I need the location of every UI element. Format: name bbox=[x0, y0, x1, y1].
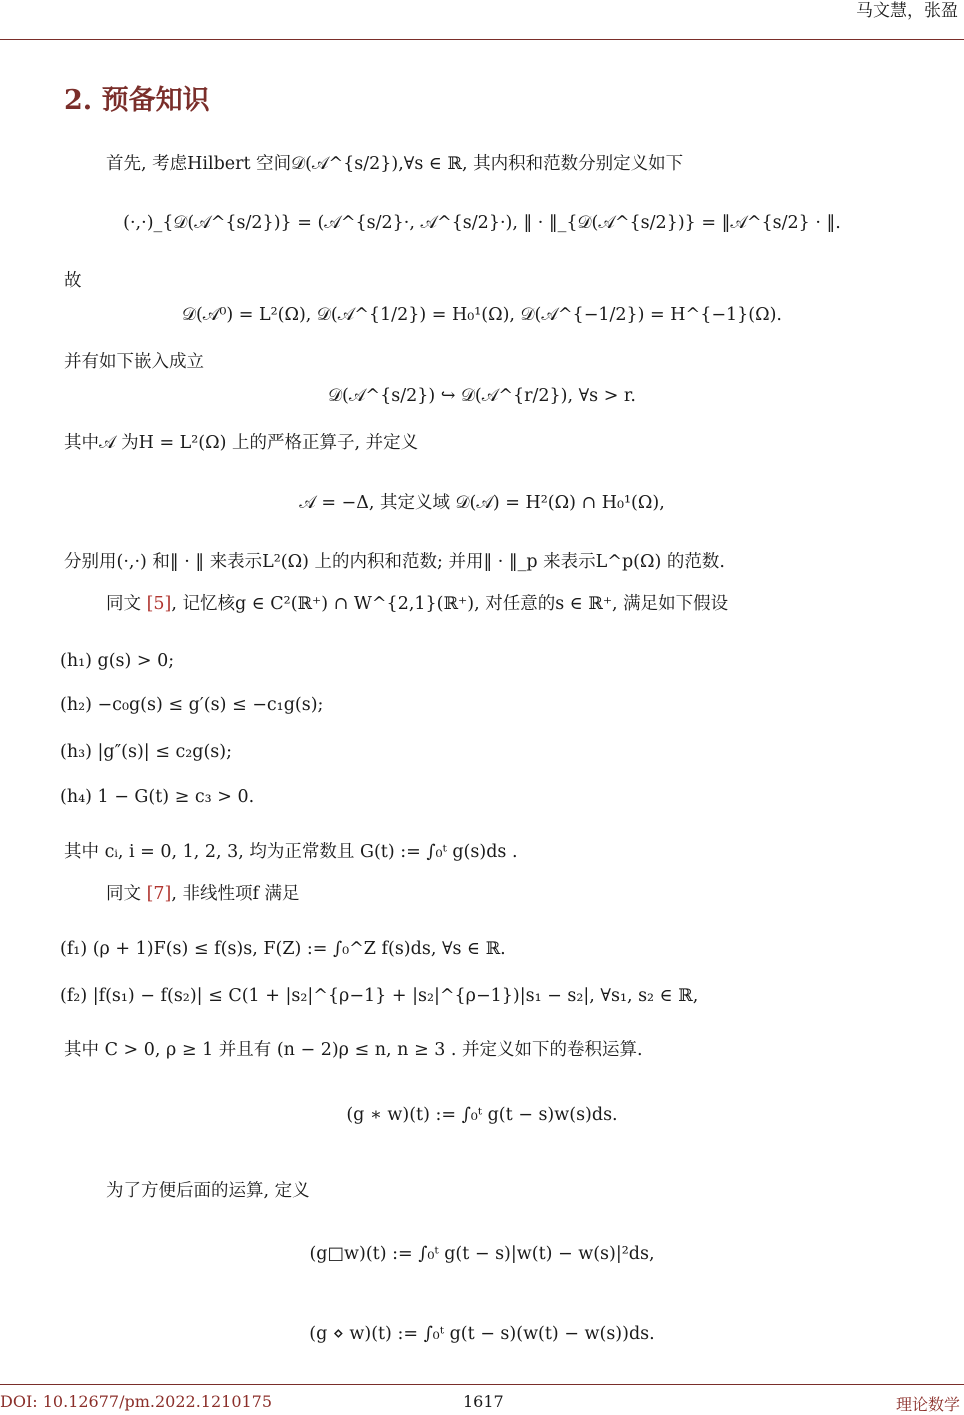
paragraph-text: 同文 bbox=[106, 594, 147, 614]
equation-diamond-operator: (g ⋄ w)(t) := ∫₀ᵗ g(t − s)(w(t) − w(s))ds. bbox=[309, 1324, 655, 1344]
citation-link[interactable]: [5] bbox=[146, 594, 172, 614]
paragraph-define: 为了方便后面的运算, 定义 bbox=[106, 1181, 310, 1201]
header-divider bbox=[0, 39, 964, 40]
running-header-authors: 马文慧，张盈 bbox=[856, 1, 958, 21]
paragraph-therefore: 故 bbox=[64, 271, 82, 291]
paragraph-memory-kernel bbox=[106, 592, 728, 616]
citation-link[interactable]: [7] bbox=[146, 884, 172, 904]
section-title: 2. 预备知识 bbox=[64, 85, 210, 116]
assumption-h2: (h₂) −c₀g(s) ≤ g′(s) ≤ −c₁g(s); bbox=[60, 695, 324, 715]
equation-inner-product: (·,·)_{𝒟(𝒜^{s/2})} = (𝒜^{s/2}·, 𝒜^{s/2}·), ‖ · ‖_{𝒟(𝒜^{s/2})} = ‖𝒜^{s/2} · ‖. bbox=[123, 213, 841, 233]
equation-convolution: (g ∗ w)(t) := ∫₀ᵗ g(t − s)w(s)ds. bbox=[346, 1105, 618, 1125]
equation-embedding: 𝒟(𝒜^{s/2}) ↪ 𝒟(𝒜^{r/2}), ∀s > r. bbox=[328, 386, 636, 406]
assumption-h3: (h₃) |g″(s)| ≤ c₂g(s); bbox=[60, 742, 233, 762]
assumption-f2: (f₂) |f(s₁) − f(s₂)| ≤ C(1 + |s₂|^{ρ−1} + |s₂|^{ρ−1})|s₁ − s₂|, ∀s₁, s₂ ∈ ℝ, bbox=[60, 986, 699, 1006]
paragraph-operator: 其中𝒜 为H = L²(Ω) 上的严格正算子, 并定义 bbox=[64, 433, 419, 453]
paragraph-conditions: 其中 C > 0, ρ ≥ 1 并且有 (n − 2)ρ ≤ n, n ≥ 3 . 并定义如下的卷积运算. bbox=[64, 1040, 643, 1060]
assumption-h4: (h₄) 1 − G(t) ≥ c₃ > 0. bbox=[60, 787, 255, 807]
paragraph-hilbert-space: 首先, 考虑Hilbert 空间𝒟(𝒜^{s/2}),∀s ∈ ℝ, 其内积和范数分别定义如下 bbox=[106, 154, 684, 174]
paragraph-text: , 非线性项f 满足 bbox=[171, 884, 300, 904]
footer-doi-link[interactable]: DOI: 10.12677/pm.2022.1210175 bbox=[0, 1392, 273, 1411]
footer-journal-name: 理论数学 bbox=[895, 1395, 960, 1414]
paragraph-embedding: 并有如下嵌入成立 bbox=[64, 352, 204, 372]
paragraph-nonlinear-term bbox=[106, 882, 300, 906]
footer-divider bbox=[0, 1384, 964, 1385]
paragraph-text: 同文 bbox=[106, 884, 147, 904]
paragraph-text: , 记忆核g ∈ C²(ℝ⁺) ∩ W^{2,1}(ℝ⁺), 对任意的s ∈ ℝ⁺, 满足如下假设 bbox=[171, 594, 729, 614]
equation-domains: 𝒟(𝒜⁰) = L²(Ω), 𝒟(𝒜^{1/2}) = H₀¹(Ω), 𝒟(𝒜^{−1/2}) = H^{−1}(Ω). bbox=[182, 305, 782, 325]
paragraph-constants: 其中 cᵢ, i = 0, 1, 2, 3, 均为正常数且 G(t) := ∫₀ᵗ g(s)ds . bbox=[64, 842, 518, 862]
assumption-h1: (h₁) g(s) > 0; bbox=[60, 651, 175, 671]
equation-box-operator: (g□w)(t) := ∫₀ᵗ g(t − s)|w(t) − w(s)|²ds, bbox=[309, 1244, 655, 1264]
footer-page-number: 1617 bbox=[463, 1392, 504, 1411]
equation-operator: 𝒜 = −Δ, 其定义域 𝒟(𝒜) = H²(Ω) ∩ H₀¹(Ω), bbox=[299, 493, 665, 513]
paragraph-norms: 分别用(·,·) 和‖ · ‖ 来表示L²(Ω) 上的内积和范数; 并用‖ · ‖_p 来表示L^p(Ω) 的范数. bbox=[64, 552, 725, 572]
assumption-f1: (f₁) (ρ + 1)F(s) ≤ f(s)s, F(Z) := ∫₀^Z f(s)ds, ∀s ∈ ℝ. bbox=[60, 939, 506, 959]
